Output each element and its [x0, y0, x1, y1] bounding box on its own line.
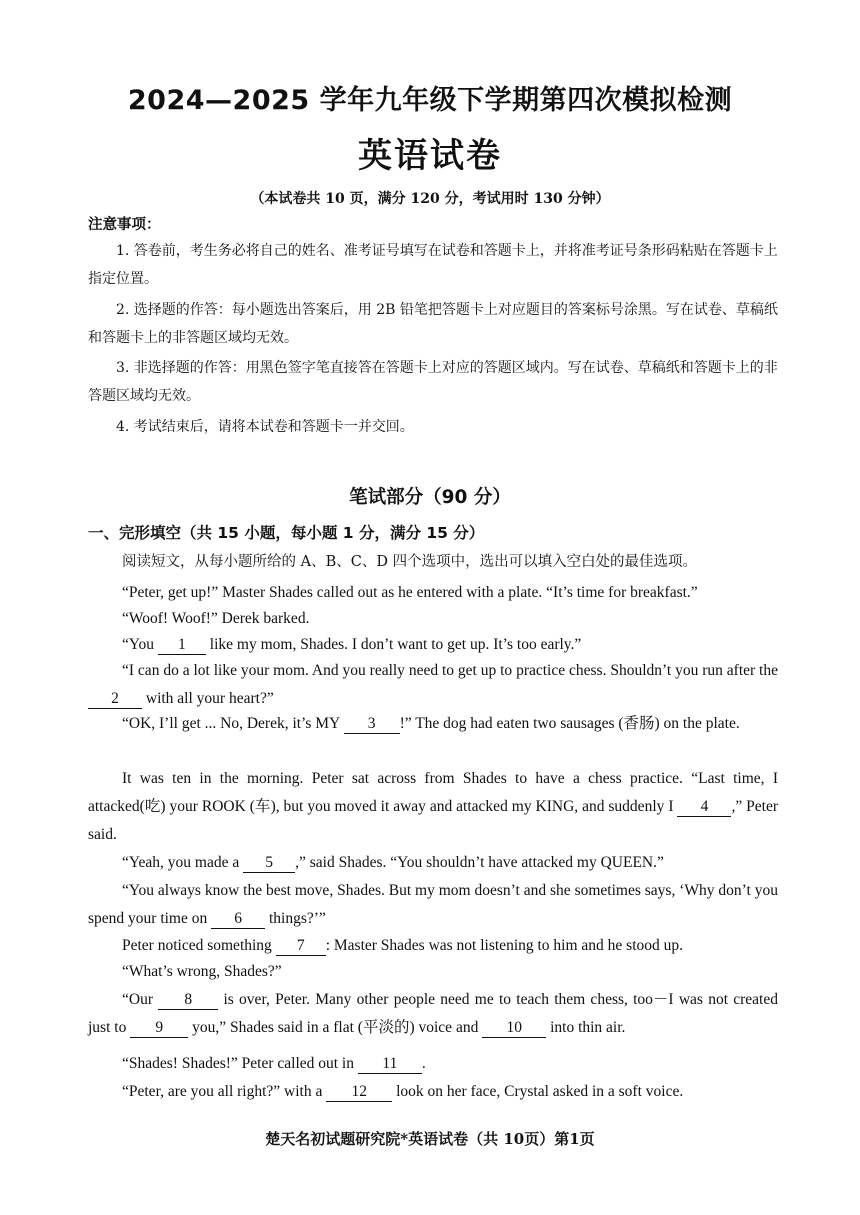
subject-title: 英语试卷 [358, 136, 502, 176]
section-title: 笔试部分（90 分） [349, 487, 511, 508]
note-item: 3. 非选择题的作答：用黑色签字笔直接答在答题卡上对应的答题区域内。写在试卷、草稿纸和答题卡上的非答题区域均无效。 [88, 360, 778, 404]
exam-info: （本试卷共 10 页，满分 120 分，考试用时 130 分钟） [250, 191, 610, 207]
note-item: 1. 答卷前，考生务必将自己的姓名、准考证号填写在试卷和答题卡上，并将准考证号条形码粘贴在答题卡上指定位置。 [88, 243, 778, 287]
blank-2: 2 [88, 690, 142, 709]
blank-11: 11 [358, 1055, 422, 1074]
blank-1: 1 [158, 636, 206, 655]
passage-paragraph: “Woof! Woof!” Derek barked. [122, 610, 310, 627]
note-item: 2. 选择题的作答：每小题选出答案后，用 2B 铅笔把答题卡上对应题目的答案标号涂黑。写在试卷、草稿纸和答题卡上的非答题区域均无效。 [88, 302, 778, 346]
passage-paragraph: “What’s wrong, Shades?” [122, 963, 282, 980]
passage-paragraph: It was ten in the morning. Peter sat across from Shades to have a chess practice. “Last time, I attacked(吃) your ROOK (车), but you moved it away and attacked my KING, and suddenly I 4 ,” Peter said. [88, 770, 778, 843]
blank-8: 8 [158, 991, 218, 1010]
exam-title: 2024—2025 学年九年级下学期第四次模拟检测 [127, 85, 733, 116]
blank-10: 10 [482, 1019, 546, 1038]
passage-paragraph: “Our 8 is over, Peter. Many other people need me to teach them chess, too－I was not created just to 9 you,” Shades said in a flat (平淡的) voice and 10 into thin air. [88, 991, 778, 1036]
blank-6: 6 [211, 910, 265, 929]
passage-paragraph: Peter noticed something 7 : Master Shades was not listening to him and he stood up. [122, 937, 684, 954]
passage-paragraph: “Peter, are you all right?” with a 12 look on her face, Crystal asked in a soft voice. [122, 1083, 684, 1100]
blank-9: 9 [130, 1019, 188, 1038]
blank-4: 4 [677, 798, 731, 817]
passage-paragraph: “Yeah, you made a 5 ,” said Shades. “You shouldn’t have attacked my QUEEN.” [122, 854, 664, 871]
blank-7: 7 [276, 937, 326, 956]
page-footer: 楚天名初试题研究院*英语试卷（共 10页）第1页 [265, 1130, 595, 1148]
part-title: 一、完形填空（共 15 小题，每小题 1 分，满分 15 分） [88, 524, 485, 542]
blank-5: 5 [243, 854, 295, 873]
passage-paragraph: “You 1 like my mom, Shades. I don’t want to get up. It’s too early.” [122, 636, 582, 653]
passage-paragraph: “Shades! Shades!” Peter called out in 11 . [122, 1055, 426, 1072]
passage-paragraph: “You always know the best move, Shades. But my mom doesn’t and she sometimes says, ‘Why don’t you spend your time on 6 things?’” [88, 882, 778, 927]
blank-12: 12 [326, 1083, 392, 1102]
passage-paragraph: “OK, I’ll get ... No, Derek, it’s MY 3 !” The dog had eaten two sausages (香肠) on the plate. [122, 715, 740, 732]
blank-3: 3 [344, 715, 400, 734]
passage-paragraph: “Peter, get up!” Master Shades called out as he entered with a plate. “It’s time for breakfast.” [122, 584, 698, 601]
note-item: 4. 考试结束后，请将本试卷和答题卡一并交回。 [116, 419, 414, 435]
notes-heading: 注意事项： [88, 217, 161, 233]
instruction: 阅读短文，从每小题所给的 A、B、C、D 四个选项中，选出可以填入空白处的最佳选项。 [122, 554, 698, 570]
passage-paragraph: “I can do a lot like your mom. And you really need to get up to practice chess. Shouldn’t you run after the 2 with all your heart?” [88, 657, 778, 713]
